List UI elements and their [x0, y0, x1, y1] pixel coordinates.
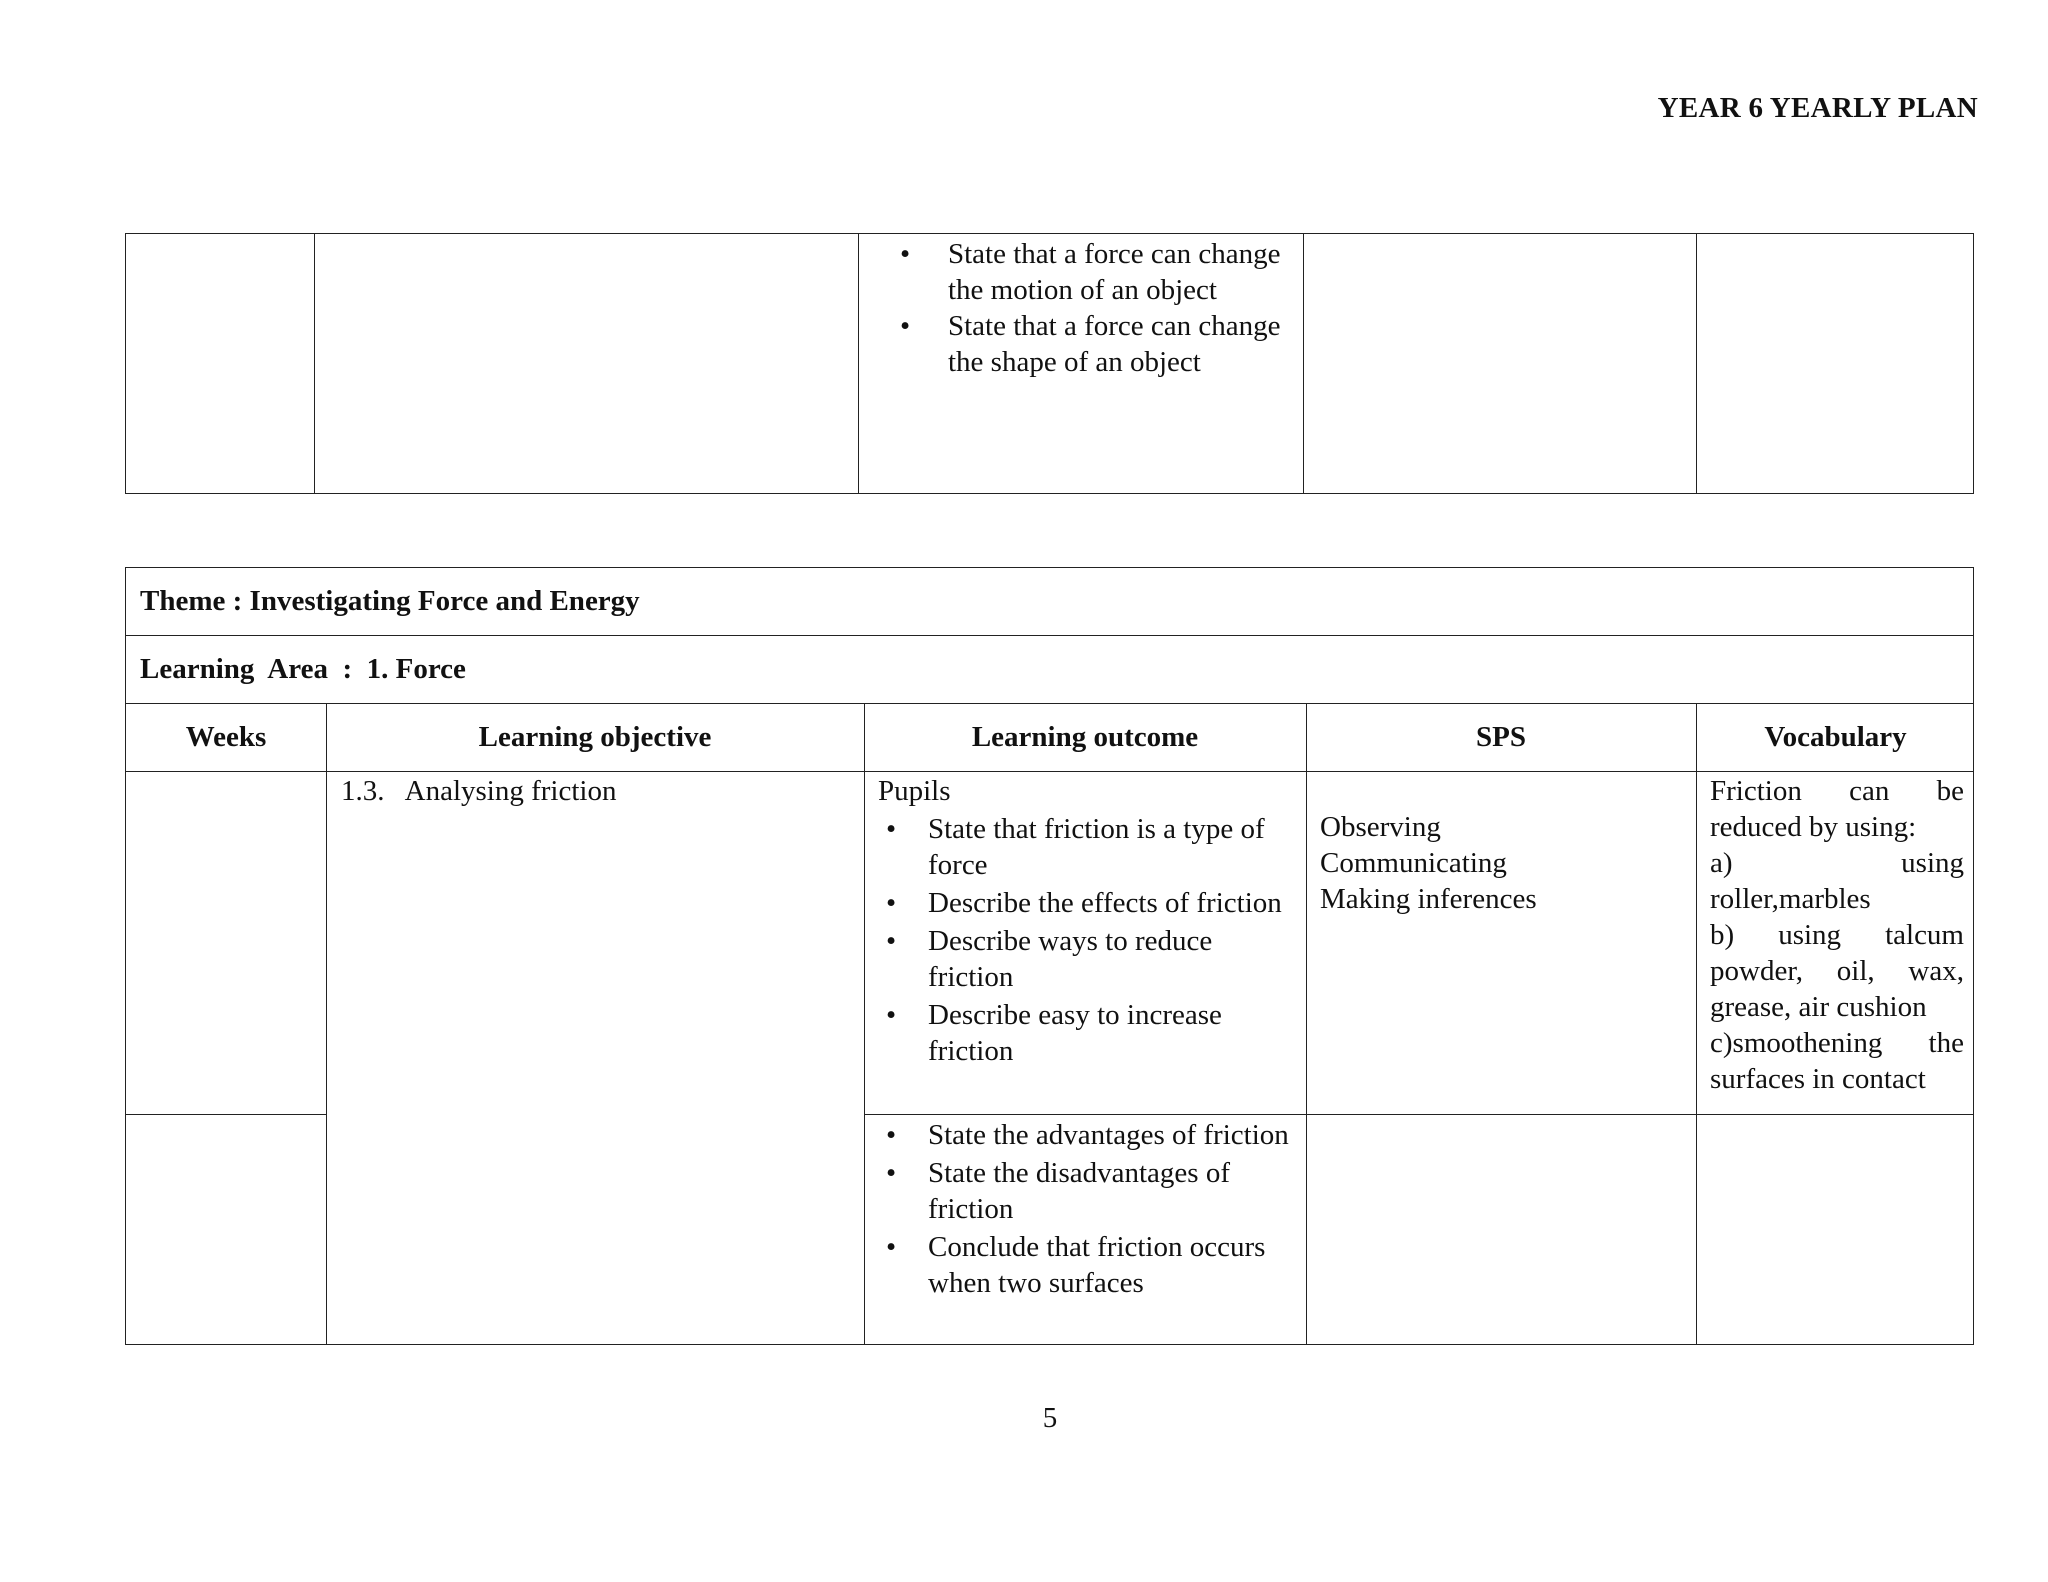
column-divider — [314, 234, 315, 493]
row-divider — [126, 1114, 326, 1115]
main-table — [125, 567, 1974, 1345]
continued-table — [125, 233, 1974, 494]
learning-objective-text: 1.3. Analysing friction — [341, 775, 617, 807]
row-divider — [126, 635, 1973, 636]
list-item: • Describe the effects of friction — [878, 885, 1298, 921]
column-divider — [1696, 234, 1697, 493]
learning-outcome-cell — [892, 236, 1292, 380]
row-divider — [864, 1114, 1973, 1115]
column-header-sps: SPS — [1476, 721, 1526, 753]
vocabulary-line: b) using talcum powder, oil, wax, grease, air cushion — [1710, 919, 1964, 1023]
list-item: • State that a force can change the shape of an object — [892, 308, 1292, 380]
column-divider — [1306, 703, 1307, 1344]
page-title: YEAR 6 YEARLY PLAN — [1657, 92, 1978, 124]
vocabulary-line: c)smoothening the surfaces in contact — [1710, 1027, 1964, 1095]
column-header-learning-objective: Learning objective — [478, 721, 712, 753]
column-header-learning-outcome: Learning outcome — [971, 721, 1199, 753]
column-header-weeks: Weeks — [185, 721, 267, 753]
list-item: • State that a force can change the motion of an object — [892, 236, 1292, 308]
sps-cell — [1320, 809, 1690, 917]
column-divider — [1696, 703, 1697, 1344]
vocabulary-line: Friction can be reduced by using: — [1710, 775, 1964, 843]
column-divider — [858, 234, 859, 493]
sps-skill: Observing — [1320, 811, 1441, 843]
learning-outcome-list — [878, 811, 1298, 1069]
column-header-vocabulary: Vocabulary — [1764, 721, 1907, 753]
vocabulary-cell — [1710, 773, 1964, 1097]
column-divider — [326, 703, 327, 1344]
column-divider — [1303, 234, 1304, 493]
list-item: • Describe ways to reduce friction — [878, 923, 1298, 995]
list-item: • State the advantages of friction — [878, 1117, 1298, 1153]
sps-skill: Communicating — [1320, 847, 1507, 879]
list-item: • Describe easy to increase friction — [878, 997, 1298, 1069]
learning-outcome-cell — [878, 1117, 1298, 1301]
learning-outcome-list — [878, 1117, 1298, 1301]
learning-outcome-cell — [878, 773, 1298, 1069]
learning-outcome-list — [892, 236, 1292, 380]
page-number: 5 — [1042, 1402, 1058, 1434]
list-item: • State that friction is a type of force — [878, 811, 1298, 883]
vocabulary-line: a) using roller,marbles — [1710, 847, 1964, 915]
theme-label: Theme : Investigating Force and Energy — [140, 585, 640, 617]
list-item: • State the disadvantages of friction — [878, 1155, 1298, 1227]
outcome-intro: Pupils — [878, 775, 951, 807]
sps-skill: Making inferences — [1320, 883, 1537, 915]
learning-area-label: Learning Area : 1. Force — [140, 653, 466, 685]
list-item: • Conclude that friction occurs when two surfaces — [878, 1229, 1298, 1301]
column-divider — [864, 703, 865, 1344]
